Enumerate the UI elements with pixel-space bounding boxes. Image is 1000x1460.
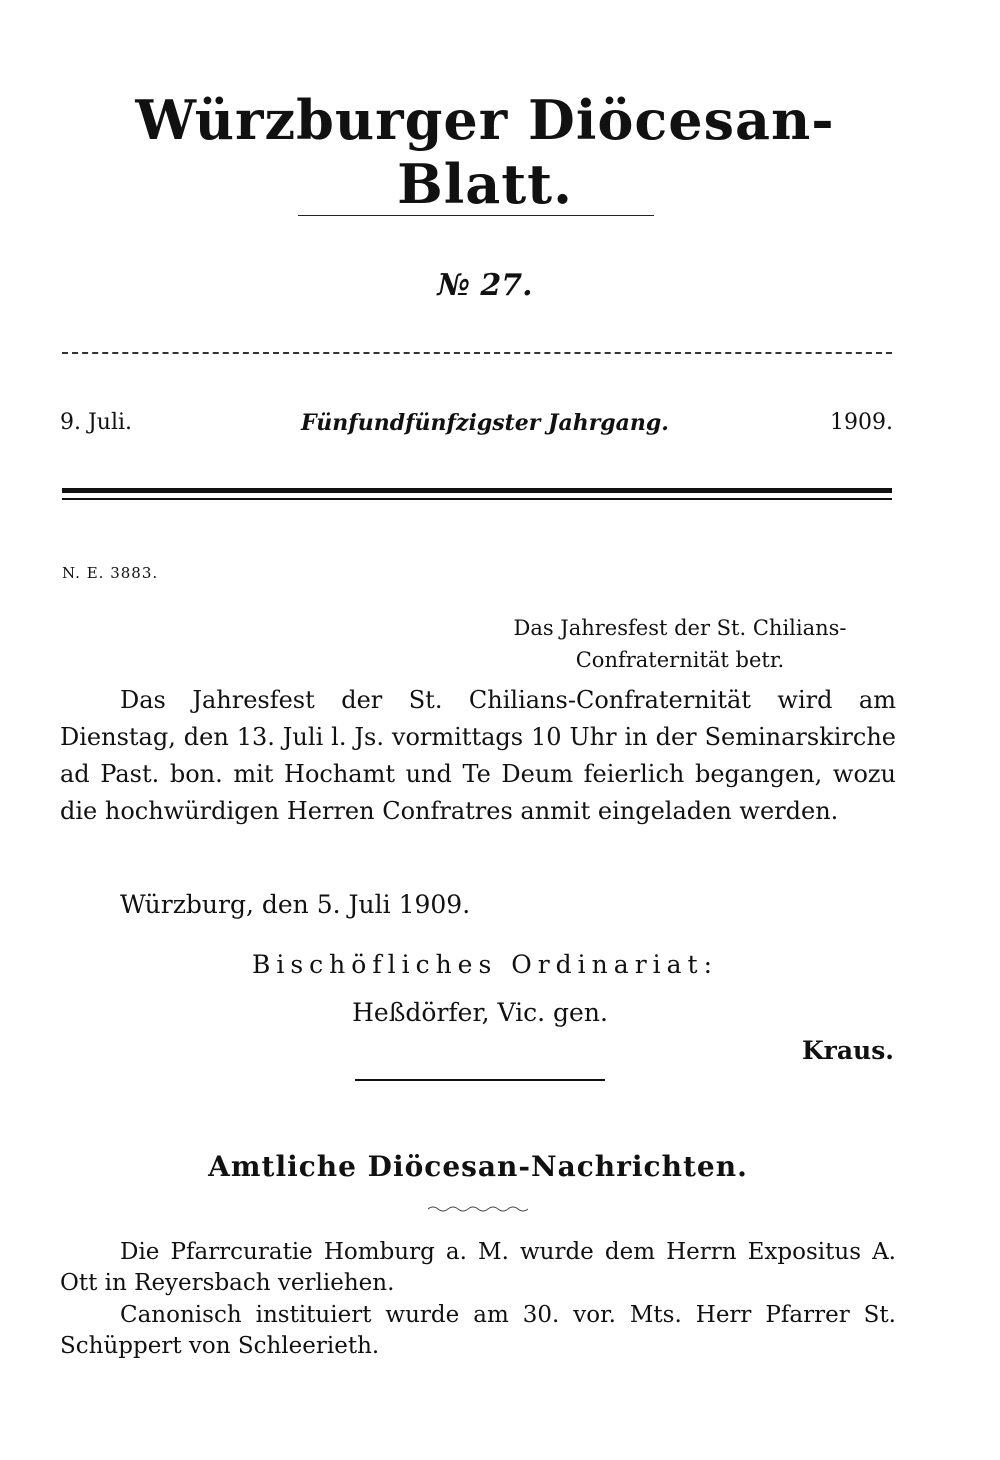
masthead-title: Würzburger Diöcesan-Blatt. [135, 88, 835, 216]
subject-line-2: Confraternität betr. [575, 648, 785, 672]
volume-line: Fünfundfünfzigster Jahrgang. [301, 410, 669, 436]
news-item: Die Pfarrcuratie Homburg a. M. wurde dem Herrn Expositus A. Ott in Reyersbach verliehen. [60, 1239, 896, 1296]
signature-kraus: Kraus. [801, 1036, 894, 1065]
news-item: Canonisch instituiert wurde am 30. vor. Mts. Herr Pfarrer St. Schüppert von Schleerieth. [60, 1302, 896, 1359]
dateline-bottom-rule-thick [62, 488, 892, 493]
announcement-body: Das Jahresfest der St. Chilians-Confraternität wird am Dienstag, den 13. Juli l. Js. vormittags 10 Uhr in der Seminarskirche ad Past. bon. mit Hochamt und Te Deum feierlich begangen, wozu die hochwürdigen Herren Confratres anmit eingeladen werden. [60, 686, 896, 825]
news-section-title: Amtliche Diöcesan-Nachrichten. [208, 1150, 748, 1183]
masthead-rule [298, 215, 654, 216]
issue-year: 1909. [830, 410, 893, 435]
subject-line-1: Das Jahresfest der St. Chilians- [513, 616, 847, 640]
dateline-bottom-rule-thin [62, 498, 892, 500]
signature-vicar-general: Heßdörfer, Vic. gen. [352, 998, 608, 1027]
section-divider [355, 1079, 605, 1081]
ornament-squiggle [428, 1205, 528, 1213]
issuing-office: Bischöfliches Ordinariat: [251, 950, 719, 979]
issue-date: 9. Juli. [60, 410, 133, 435]
place-and-date: Würzburg, den 5. Juli 1909. [120, 890, 471, 919]
reference-number: N. E. 3883. [62, 564, 159, 582]
announcement-subject [470, 612, 890, 676]
dateline-top-rule [62, 352, 892, 354]
issue-number: № 27. [437, 268, 533, 303]
